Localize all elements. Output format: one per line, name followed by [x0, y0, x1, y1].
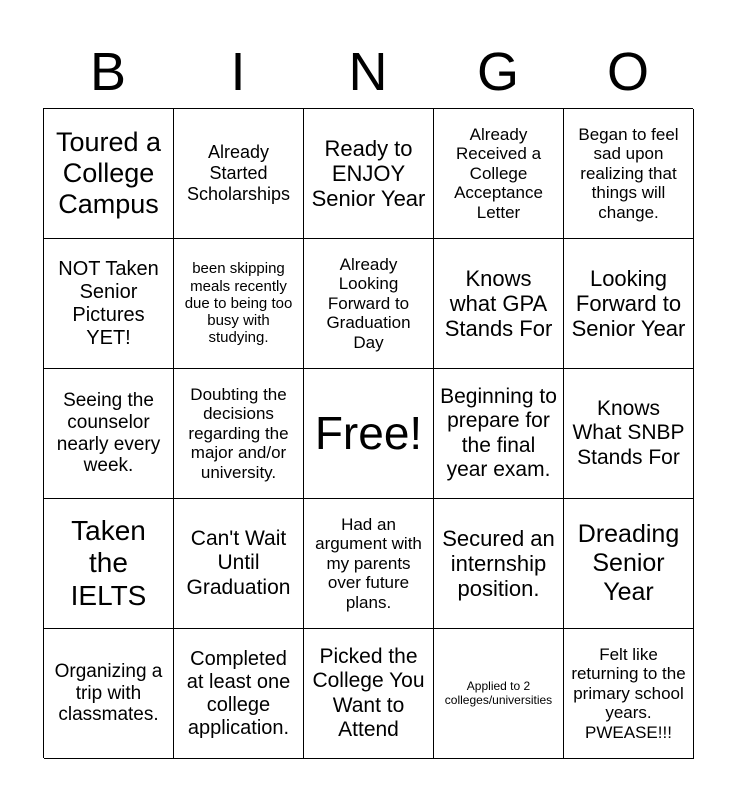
- bingo-cell[interactable]: Toured a College Campus: [44, 109, 174, 239]
- bingo-cell[interactable]: Dreading Senior Year: [564, 499, 694, 629]
- bingo-cell[interactable]: Taken the IELTS: [44, 499, 174, 629]
- bingo-cell[interactable]: Looking Forward to Senior Year: [564, 239, 694, 369]
- bingo-cell[interactable]: Doubting the decisions regarding the major and/or university.: [174, 369, 304, 499]
- bingo-cell[interactable]: Knows what GPA Stands For: [434, 239, 564, 369]
- bingo-cell[interactable]: Felt like returning to the primary school years. PWEASE!!!: [564, 629, 694, 759]
- bingo-cell[interactable]: Applied to 2 colleges/universities: [434, 629, 564, 759]
- bingo-cell[interactable]: Had an argument with my parents over future plans.: [304, 499, 434, 629]
- header-letter-n: N: [348, 42, 388, 102]
- bingo-cell[interactable]: Ready to ENJOY Senior Year: [304, 109, 434, 239]
- bingo-cell[interactable]: Already Looking Forward to Graduation Day: [304, 239, 434, 369]
- bingo-cell[interactable]: Already Received a College Acceptance Letter: [434, 109, 564, 239]
- bingo-cell[interactable]: Began to feel sad upon realizing that things will change.: [564, 109, 694, 239]
- bingo-cell[interactable]: Secured an internship position.: [434, 499, 564, 629]
- bingo-cell[interactable]: Beginning to prepare for the final year exam.: [434, 369, 564, 499]
- free-cell[interactable]: Free!: [304, 369, 434, 499]
- bingo-cell[interactable]: Already Started Scholarships: [174, 109, 304, 239]
- header-letter-o: O: [606, 42, 649, 102]
- header-letter-b: B: [89, 42, 127, 102]
- bingo-cell[interactable]: Can't Wait Until Graduation: [174, 499, 304, 629]
- header-letter-i: I: [230, 42, 246, 102]
- bingo-cell[interactable]: Seeing the counselor nearly every week.: [44, 369, 174, 499]
- bingo-board: [43, 108, 693, 758]
- bingo-cell[interactable]: Organizing a trip with classmates.: [44, 629, 174, 759]
- bingo-cell[interactable]: Knows What SNBP Stands For: [564, 369, 694, 499]
- bingo-header: [43, 36, 693, 108]
- header-letter-g: G: [476, 42, 519, 102]
- bingo-cell[interactable]: been skipping meals recently due to being too busy with studying.: [174, 239, 304, 369]
- bingo-cell[interactable]: Picked the College You Want to Attend: [304, 629, 434, 759]
- bingo-cell[interactable]: NOT Taken Senior Pictures YET!: [44, 239, 174, 369]
- bingo-cell[interactable]: Completed at least one college application.: [174, 629, 304, 759]
